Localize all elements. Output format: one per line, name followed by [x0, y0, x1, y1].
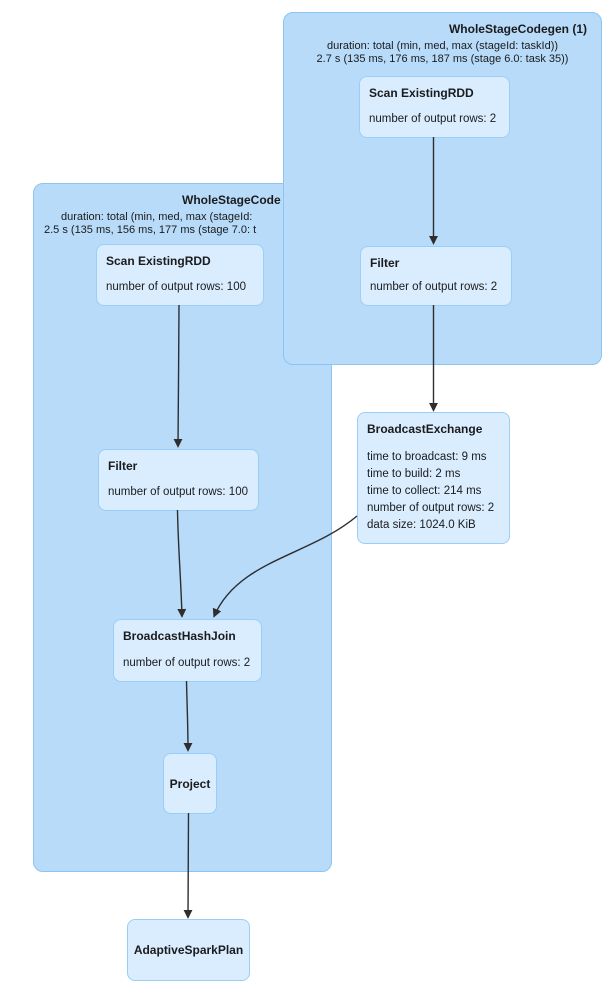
node-title: Scan ExistingRDD — [106, 254, 211, 268]
node-metrics — [108, 484, 249, 501]
node-metrics — [106, 279, 254, 296]
metric-time-to-broadcast: time to broadcast: 9 ms — [367, 451, 487, 463]
node-title: Scan ExistingRDD — [369, 86, 474, 100]
node-metrics — [123, 655, 252, 672]
cluster-wholestagecodegen-1 — [283, 12, 602, 365]
metric-output-rows: number of output rows: 2 — [367, 502, 495, 514]
node-title: BroadcastHashJoin — [123, 629, 236, 643]
node-scan-existingrdd-2[interactable] — [96, 244, 264, 306]
node-filter-2[interactable] — [98, 449, 259, 511]
cluster-duration-line1: duration: total (min, med, max (stageId: — [61, 211, 253, 223]
cluster-title: WholeStageCode — [182, 193, 281, 207]
node-title: Project — [169, 776, 211, 791]
node-title: Filter — [108, 459, 138, 473]
node-metrics — [370, 279, 502, 296]
cluster-title: WholeStageCodegen (1) — [448, 22, 587, 36]
node-scan-existingrdd-1[interactable] — [359, 76, 510, 138]
metric-output-rows: number of output rows: 2 — [369, 113, 497, 125]
node-metrics — [369, 111, 500, 128]
node-broadcasthashjoin[interactable] — [113, 619, 262, 682]
metric-output-rows: number of output rows: 2 — [370, 281, 498, 293]
node-title: BroadcastExchange — [367, 422, 483, 436]
metric-time-to-build: time to build: 2 ms — [367, 468, 461, 480]
cluster-duration-line2: 2.5 s (135 ms, 156 ms, 177 ms (stage 7.0: t — [44, 224, 257, 236]
node-metrics — [367, 449, 500, 534]
node-broadcastexchange[interactable] — [357, 412, 510, 544]
metric-output-rows: number of output rows: 2 — [123, 657, 251, 669]
metric-time-to-collect: time to collect: 214 ms — [367, 485, 482, 497]
node-project[interactable] — [163, 753, 217, 814]
node-title: AdaptiveSparkPlan — [133, 943, 244, 957]
node-adaptivesparkplan[interactable] — [127, 919, 250, 981]
metric-output-rows: number of output rows: 100 — [108, 486, 248, 498]
node-filter-1[interactable] — [360, 246, 512, 306]
metric-output-rows: number of output rows: 100 — [106, 281, 246, 293]
node-title: Filter — [370, 256, 400, 270]
cluster-duration-line1: duration: total (min, med, max (stageId: taskId)) — [326, 40, 559, 52]
metric-data-size: data size: 1024.0 KiB — [367, 519, 476, 531]
cluster-duration-line2: 2.7 s (135 ms, 176 ms, 187 ms (stage 6.0: task 35)) — [316, 53, 569, 65]
